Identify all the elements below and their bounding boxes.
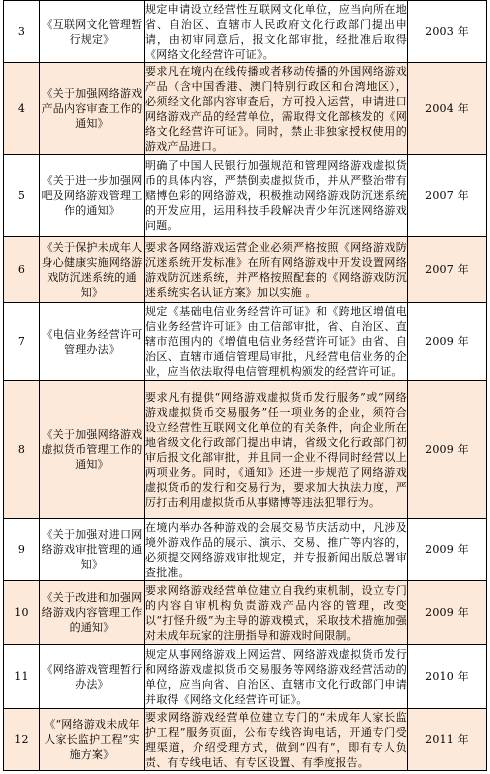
policy-name: 《电信业务经营许可管理办法》 bbox=[40, 303, 145, 381]
policy-description: 规定从事网络游戏上网运营、网络游戏虚拟货币发行和网络游戏虚拟货币交易服务等网络游戏经营活动的单位，应当向省、自治区、直辖市文化行政部门申请并取得《网络文化经营许可证》。 bbox=[145, 645, 408, 709]
row-number: 10 bbox=[4, 581, 40, 645]
row-number: 9 bbox=[4, 519, 40, 581]
policy-description: 要求网络游戏经营单位建立自我约束机制，设立专门的内容自审机构负责游戏产品内容的管理，改变以“打怪升级”为主导的游戏模式，采取技术措施加强对未成年玩家的注册指导和游戏时间限制。 bbox=[145, 581, 408, 645]
table-row bbox=[4, 519, 487, 581]
policy-year: 2009 年 bbox=[408, 381, 487, 519]
policy-name: 《关于进一步加强网吧及网络游戏管理工作的通知》 bbox=[40, 155, 145, 237]
policy-description: 要求凡有提供“网络游戏虚拟货币发行服务”或“网络游戏虚拟货币交易服务”任一项业务的企业，须符合设立经营性互联网文化单位的有关条件，向企业所在地省级文化行政部门提出申请，省级文化行政部门初审后报文化部审批，并且同一企业不得同时经营以上两项业务。同时，《通知》还进一步规范了网络游戏虚拟货币的发行和交易行为，要求加大执法力度，严厉打击利用虚拟货币从事赌博等违法犯罪行为。 bbox=[145, 381, 408, 519]
table-row bbox=[4, 155, 487, 237]
table-row bbox=[4, 303, 487, 381]
policy-name: 《网络游戏管理暂行办法》 bbox=[40, 645, 145, 709]
policy-description: 规定《基础电信业务经营许可证》和《跨地区增值电信业务经营许可证》由工信部审批，省、自治区、直辖市范围内的《增值电信业务经营许可证》由省、自治区、直辖市通信管理局审批，凡经营电信业务的企业，应当依法取得电信管理机构颁发的经营许可证。 bbox=[145, 303, 408, 381]
policy-table bbox=[3, 0, 487, 771]
policy-year: 2004 年 bbox=[408, 63, 487, 155]
policy-description: 要求各网络游戏运营企业必须严格按照《网络游戏防沉迷系统开发标准》在所有网络游戏中开发设置网络游戏防沉迷系统，并严格按照配套的《网络游戏防沉迷系统实名认证方案》加以实施 。 bbox=[145, 237, 408, 303]
policy-name: 《互联网文化管理暂行规定》 bbox=[40, 1, 145, 63]
policy-description: 在境内举办各种游戏的会展交易节庆活动中，凡涉及境外游戏作品的展示、演示、交易、推广等内容的，必须提交网络游戏审批规定，并专报新闻出版总署审查批准。 bbox=[145, 520, 407, 579]
policy-year: 2009 年 bbox=[408, 581, 487, 645]
policy-name: 《关于保护未成年人身心健康实施网络游戏防沉迷系统的通知》 bbox=[40, 237, 145, 303]
row-number: 5 bbox=[4, 155, 40, 237]
table-row bbox=[4, 645, 487, 709]
policy-year: 2007 年 bbox=[408, 237, 487, 303]
row-number: 12 bbox=[4, 709, 40, 771]
table-row bbox=[4, 709, 487, 771]
policy-description: 要求网络游戏经营单位建立专门的“未成年人家长监护工程”服务页面，公布专线咨询电话，开通专门受理渠道，介绍受理方式，做到“四有”，即有专人负责、有专线电话、有专区设置、有季度报告。 bbox=[145, 710, 407, 769]
row-number: 8 bbox=[4, 381, 40, 519]
policy-year: 2011 年 bbox=[408, 709, 487, 771]
policy-name: 《关于改进和加强网络游戏内容管理工作的通知》 bbox=[40, 581, 145, 645]
policy-name: 《关于加强对进口网络游戏审批管理的通知》 bbox=[40, 519, 145, 581]
policy-year: 2009 年 bbox=[408, 519, 487, 581]
table-row bbox=[4, 1, 487, 63]
row-number: 3 bbox=[4, 1, 40, 63]
row-number: 6 bbox=[4, 237, 40, 303]
policy-year: 2007 年 bbox=[408, 155, 487, 237]
row-number: 7 bbox=[4, 303, 40, 381]
table-row bbox=[4, 237, 487, 303]
policy-description: 规定申请设立经营性互联网文化单位，应当向所在地省、自治区、直辖市人民政府文化行政部门提出申请，由初审同意后，报文化部审批，经批准后取得《网络文化经营许可证》。 bbox=[145, 2, 407, 61]
policy-year: 2009 年 bbox=[408, 303, 487, 381]
table-row bbox=[4, 581, 487, 645]
policy-description: 明确了中国人民银行加强规范和管理网络游戏虚拟货币的具体内容，严禁倒卖虚拟货币，并从严整治带有赌博色彩的网络游戏，积极推动网络游戏防沉迷系统的开发应用，运用科技手段解决青少年沉迷网络游戏问题。 bbox=[145, 155, 408, 237]
row-number: 4 bbox=[4, 63, 40, 155]
policy-name: 《关于加强网络游戏虚拟货币管理工作的通知》 bbox=[40, 381, 145, 519]
policy-year: 2010 年 bbox=[408, 645, 487, 709]
row-number: 11 bbox=[4, 645, 40, 709]
policy-name: 《“网络游戏未成年人家长监护工程”实施方案》 bbox=[40, 709, 145, 771]
policy-year: 2003 年 bbox=[408, 1, 487, 63]
policy-description: 要求凡在境内在线传播或者移动传播的外国网络游戏产品（含中国香港、澳门特别行政区和台湾地区），必须经文化部内容审查后，方可投入运营，申请进口网络游戏产品的经营单位，需取得文化部核发的《网络文化经营许可证》。同时，禁止非独家授权使用的游戏产品进口。 bbox=[145, 64, 407, 153]
table-row bbox=[4, 381, 487, 519]
policy-name: 《关于加强网络游戏产品内容审查工作的通知》 bbox=[40, 63, 145, 155]
table-row bbox=[4, 63, 487, 155]
